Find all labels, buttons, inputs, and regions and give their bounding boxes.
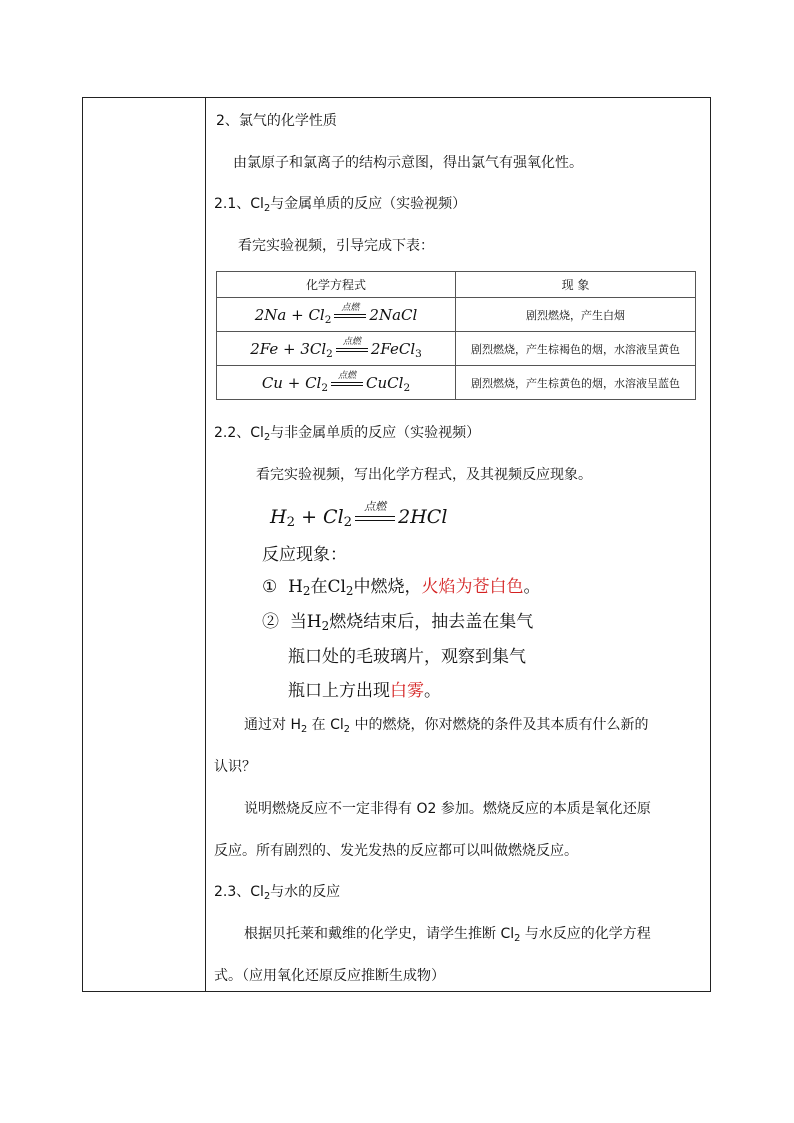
section-2-1-note: 看完实验视频，引导完成下表： [238, 238, 434, 254]
section-2-3-line-1: 根据贝托莱和戴维的化学史，请学生推断 $Cl_2$ 与水反应的化学方程 [244, 926, 651, 944]
h2-cl2-equation: $H_2 + Cl_2$ 点燃 2HCl [270, 500, 448, 530]
equation-cell: $2Na + Cl_2$ 点燃 2NaCl [217, 298, 456, 332]
phenomena-label: 反应现象： [262, 545, 347, 565]
section-2-2-note: 看完实验视频，写出化学方程式，及其视频反应现象。 [256, 467, 592, 483]
phenomenon-2: ② 当$H_2$燃烧结束后，抽去盖在集气 [262, 612, 534, 633]
table-row [217, 366, 696, 400]
phenomenon-cell: 剧烈燃烧，产生棕褐色的烟，水溶液呈黄色 [456, 332, 696, 366]
phenomenon-cell: 剧烈燃烧，产生白烟 [456, 298, 696, 332]
phenomenon-2-line-2: 瓶口处的毛玻璃片，观察到集气 [288, 647, 526, 667]
phenomenon-1: ① $H_2$在$Cl_2$中燃烧，火焰为苍白色。 [262, 577, 541, 598]
section-2-1-title: 2.1、$Cl_2$与金属单质的反应（实验视频） [214, 196, 467, 214]
answer-line-2: 反应。所有剧烈的、发光发热的反应都可以叫做燃烧反应。 [214, 843, 578, 859]
question-line-1: 通过对 $H_2$ 在 $Cl_2$ 中的燃烧，你对燃烧的条件及其本质有什么新的 [244, 717, 649, 735]
reaction-arrow: 点燃 [331, 379, 363, 389]
reaction-arrow: 点燃 [334, 311, 366, 321]
phenomenon-2-line-3: 瓶口上方出现白雾。 [288, 681, 441, 701]
intro-text: 由氯原子和氯离子的结构示意图，得出氯气有强氧化性。 [233, 155, 583, 171]
reaction-arrow: 点燃 [355, 512, 395, 524]
header-equation: 化学方程式 [217, 272, 456, 298]
reaction-arrow: 点燃 [336, 345, 368, 355]
table-row [217, 332, 696, 366]
phenomenon-cell: 剧烈燃烧，产生棕黄色的烟，水溶液呈蓝色 [456, 366, 696, 400]
table-header-row [217, 272, 696, 298]
table-row [217, 298, 696, 332]
equation-cell: $Cu + Cl_2$ 点燃 CuCl$_2$ [217, 366, 456, 400]
header-phenomenon: 现 象 [456, 272, 696, 298]
section-2-3-line-2: 式。（应用氧化还原反应推断生成物） [214, 968, 445, 984]
question-line-2: 认识？ [214, 759, 256, 775]
section-2-2-title: 2.2、$Cl_2$与非金属单质的反应（实验视频） [214, 425, 481, 443]
section-2-title: 2、氯气的化学性质 [216, 113, 337, 129]
section-2-3-title: 2.3、$Cl_2$与水的反应 [214, 884, 341, 902]
reaction-table [216, 271, 696, 400]
answer-line-1: 说明燃烧反应不一定非得有 O2 参加。燃烧反应的本质是氧化还原 [244, 801, 651, 817]
equation-cell: $2Fe + 3Cl_2$ 点燃 2FeCl$_3$ [217, 332, 456, 366]
column-divider [205, 97, 206, 992]
